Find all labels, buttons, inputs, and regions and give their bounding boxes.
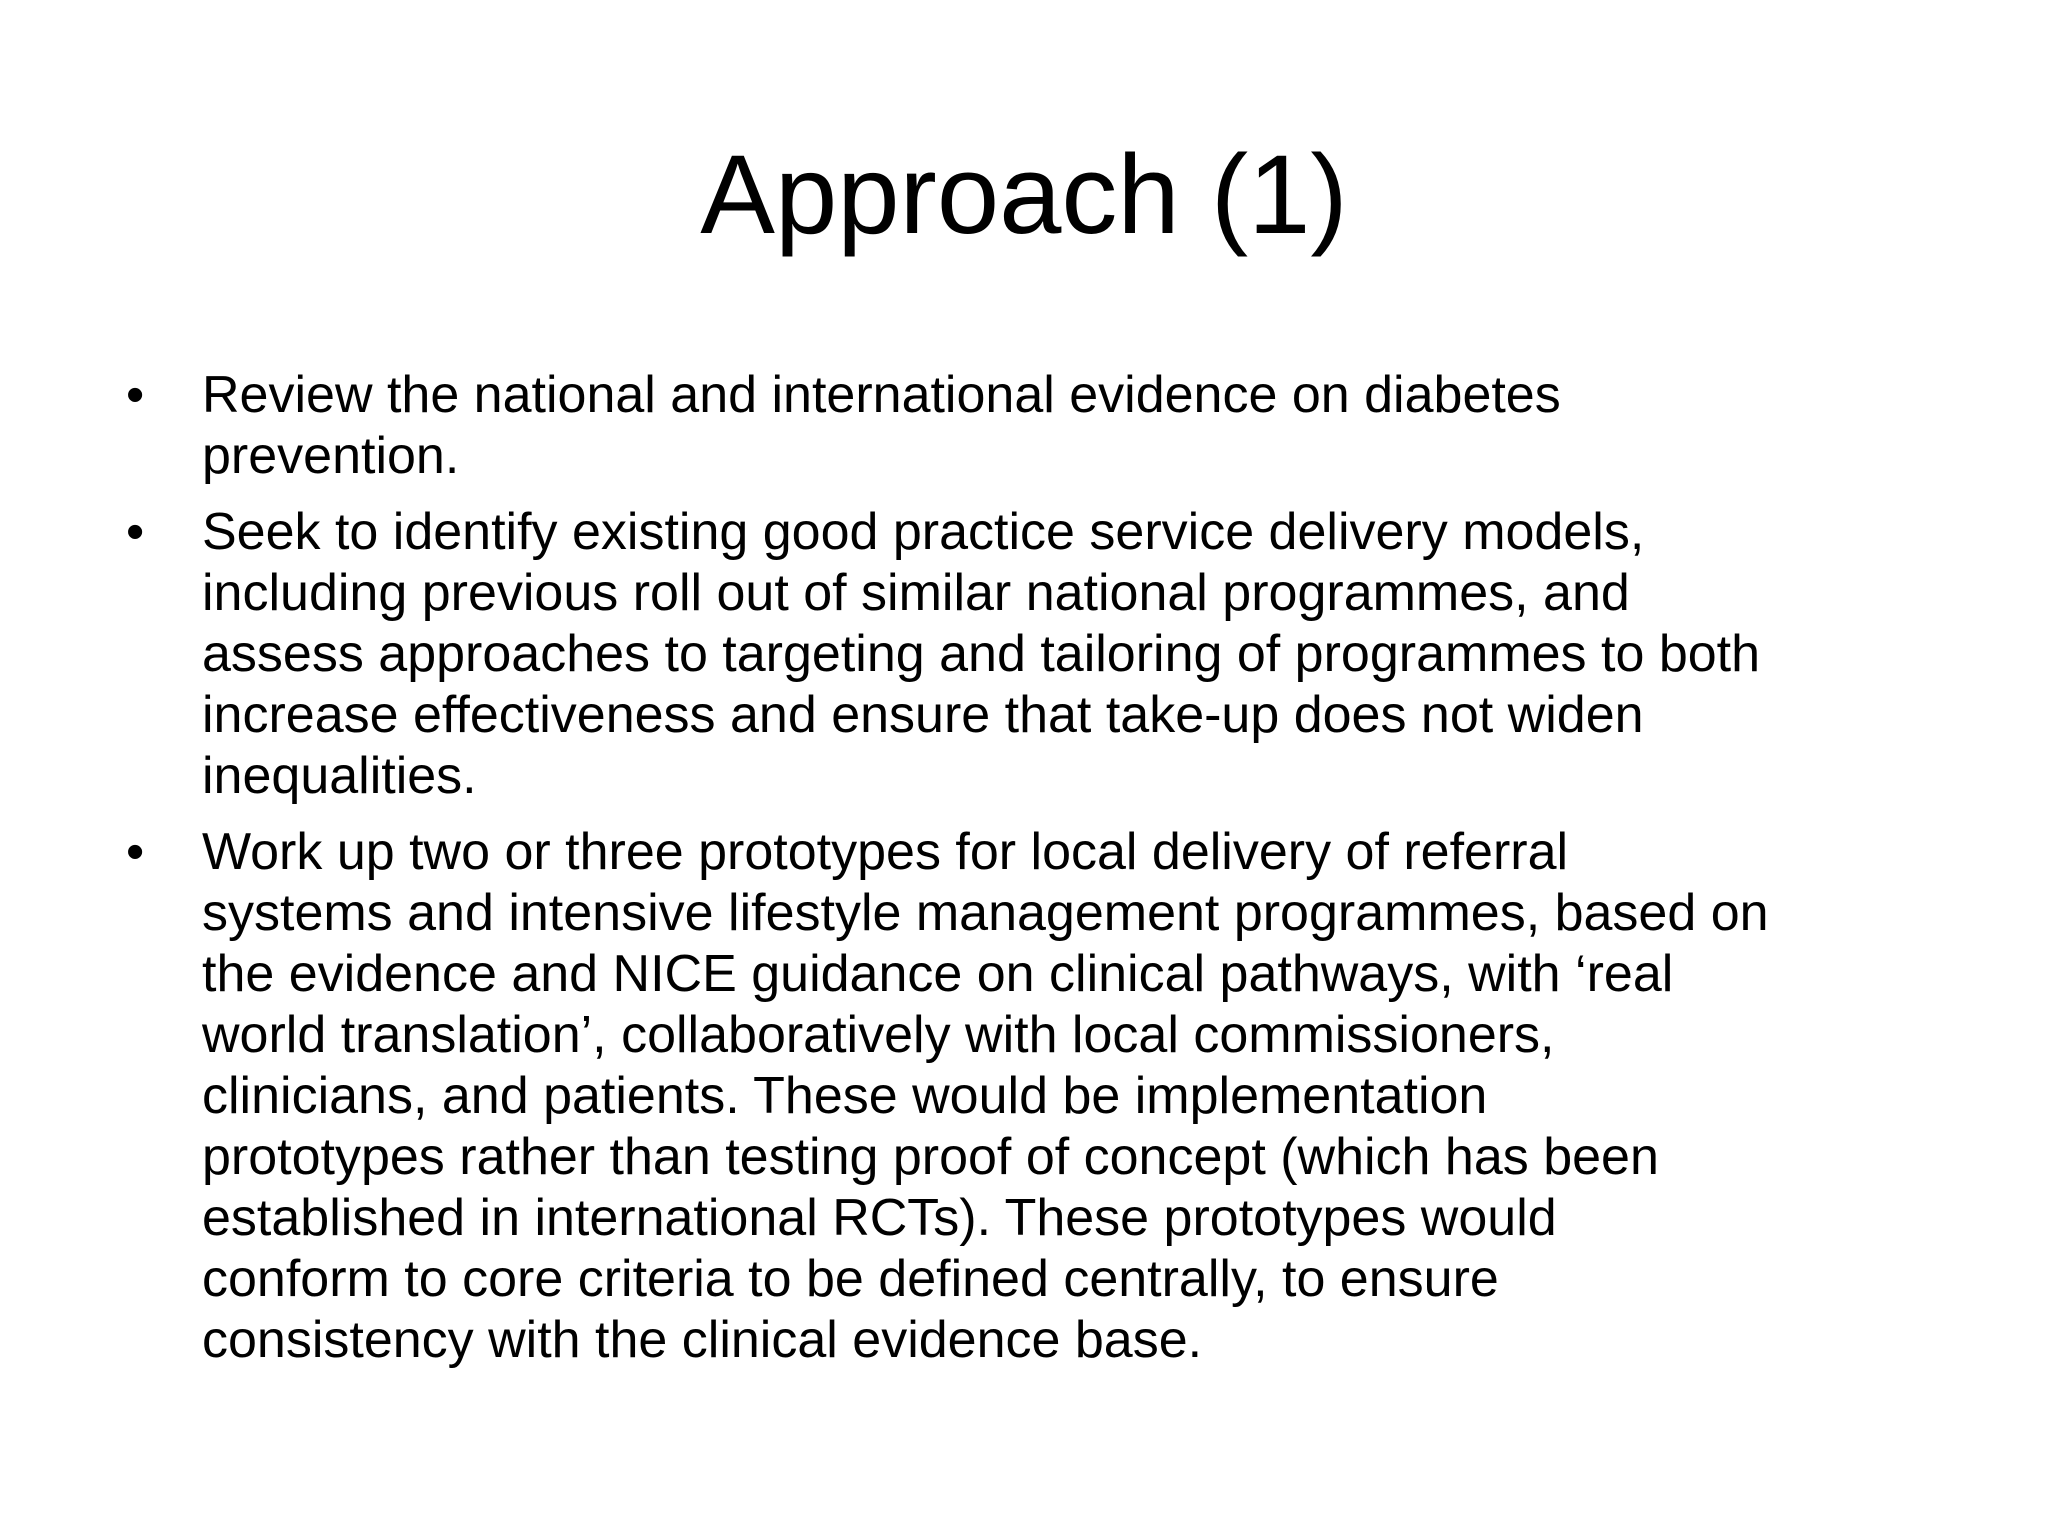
bullet-text: Review the national and international evidence on diabetes prevention. xyxy=(202,366,1561,485)
bullet-marker-icon: • xyxy=(126,366,145,424)
bullet-marker-icon: • xyxy=(126,823,145,881)
bullet-list xyxy=(120,365,1950,1386)
bullet-item xyxy=(120,502,1950,807)
bullet-item xyxy=(120,365,1950,487)
bullet-item xyxy=(120,822,1950,1371)
slide-title: Approach (1) xyxy=(700,132,1348,257)
bullet-text: Seek to identify existing good practice service delivery models, including previous roll out of similar national programmes, and assess approaches to targeting and tailoring of programmes to both increase effectiveness and ensure that take-up does not widen inequalities. xyxy=(202,503,1761,805)
bullet-marker-icon: • xyxy=(126,503,145,561)
bullet-text: Work up two or three prototypes for local delivery of referral systems and intensive lifestyle management programmes, based on the evidence and NICE guidance on clinical pathways, with ‘real world translation’, collaboratively with local commissioners, clinicians, and patients. These would be implementation prototypes rather than testing proof of concept (which has been established in international RCTs). These prototypes would conform to core criteria to be defined centrally, to ensure consistency with the clinical evidence base. xyxy=(202,823,1769,1369)
